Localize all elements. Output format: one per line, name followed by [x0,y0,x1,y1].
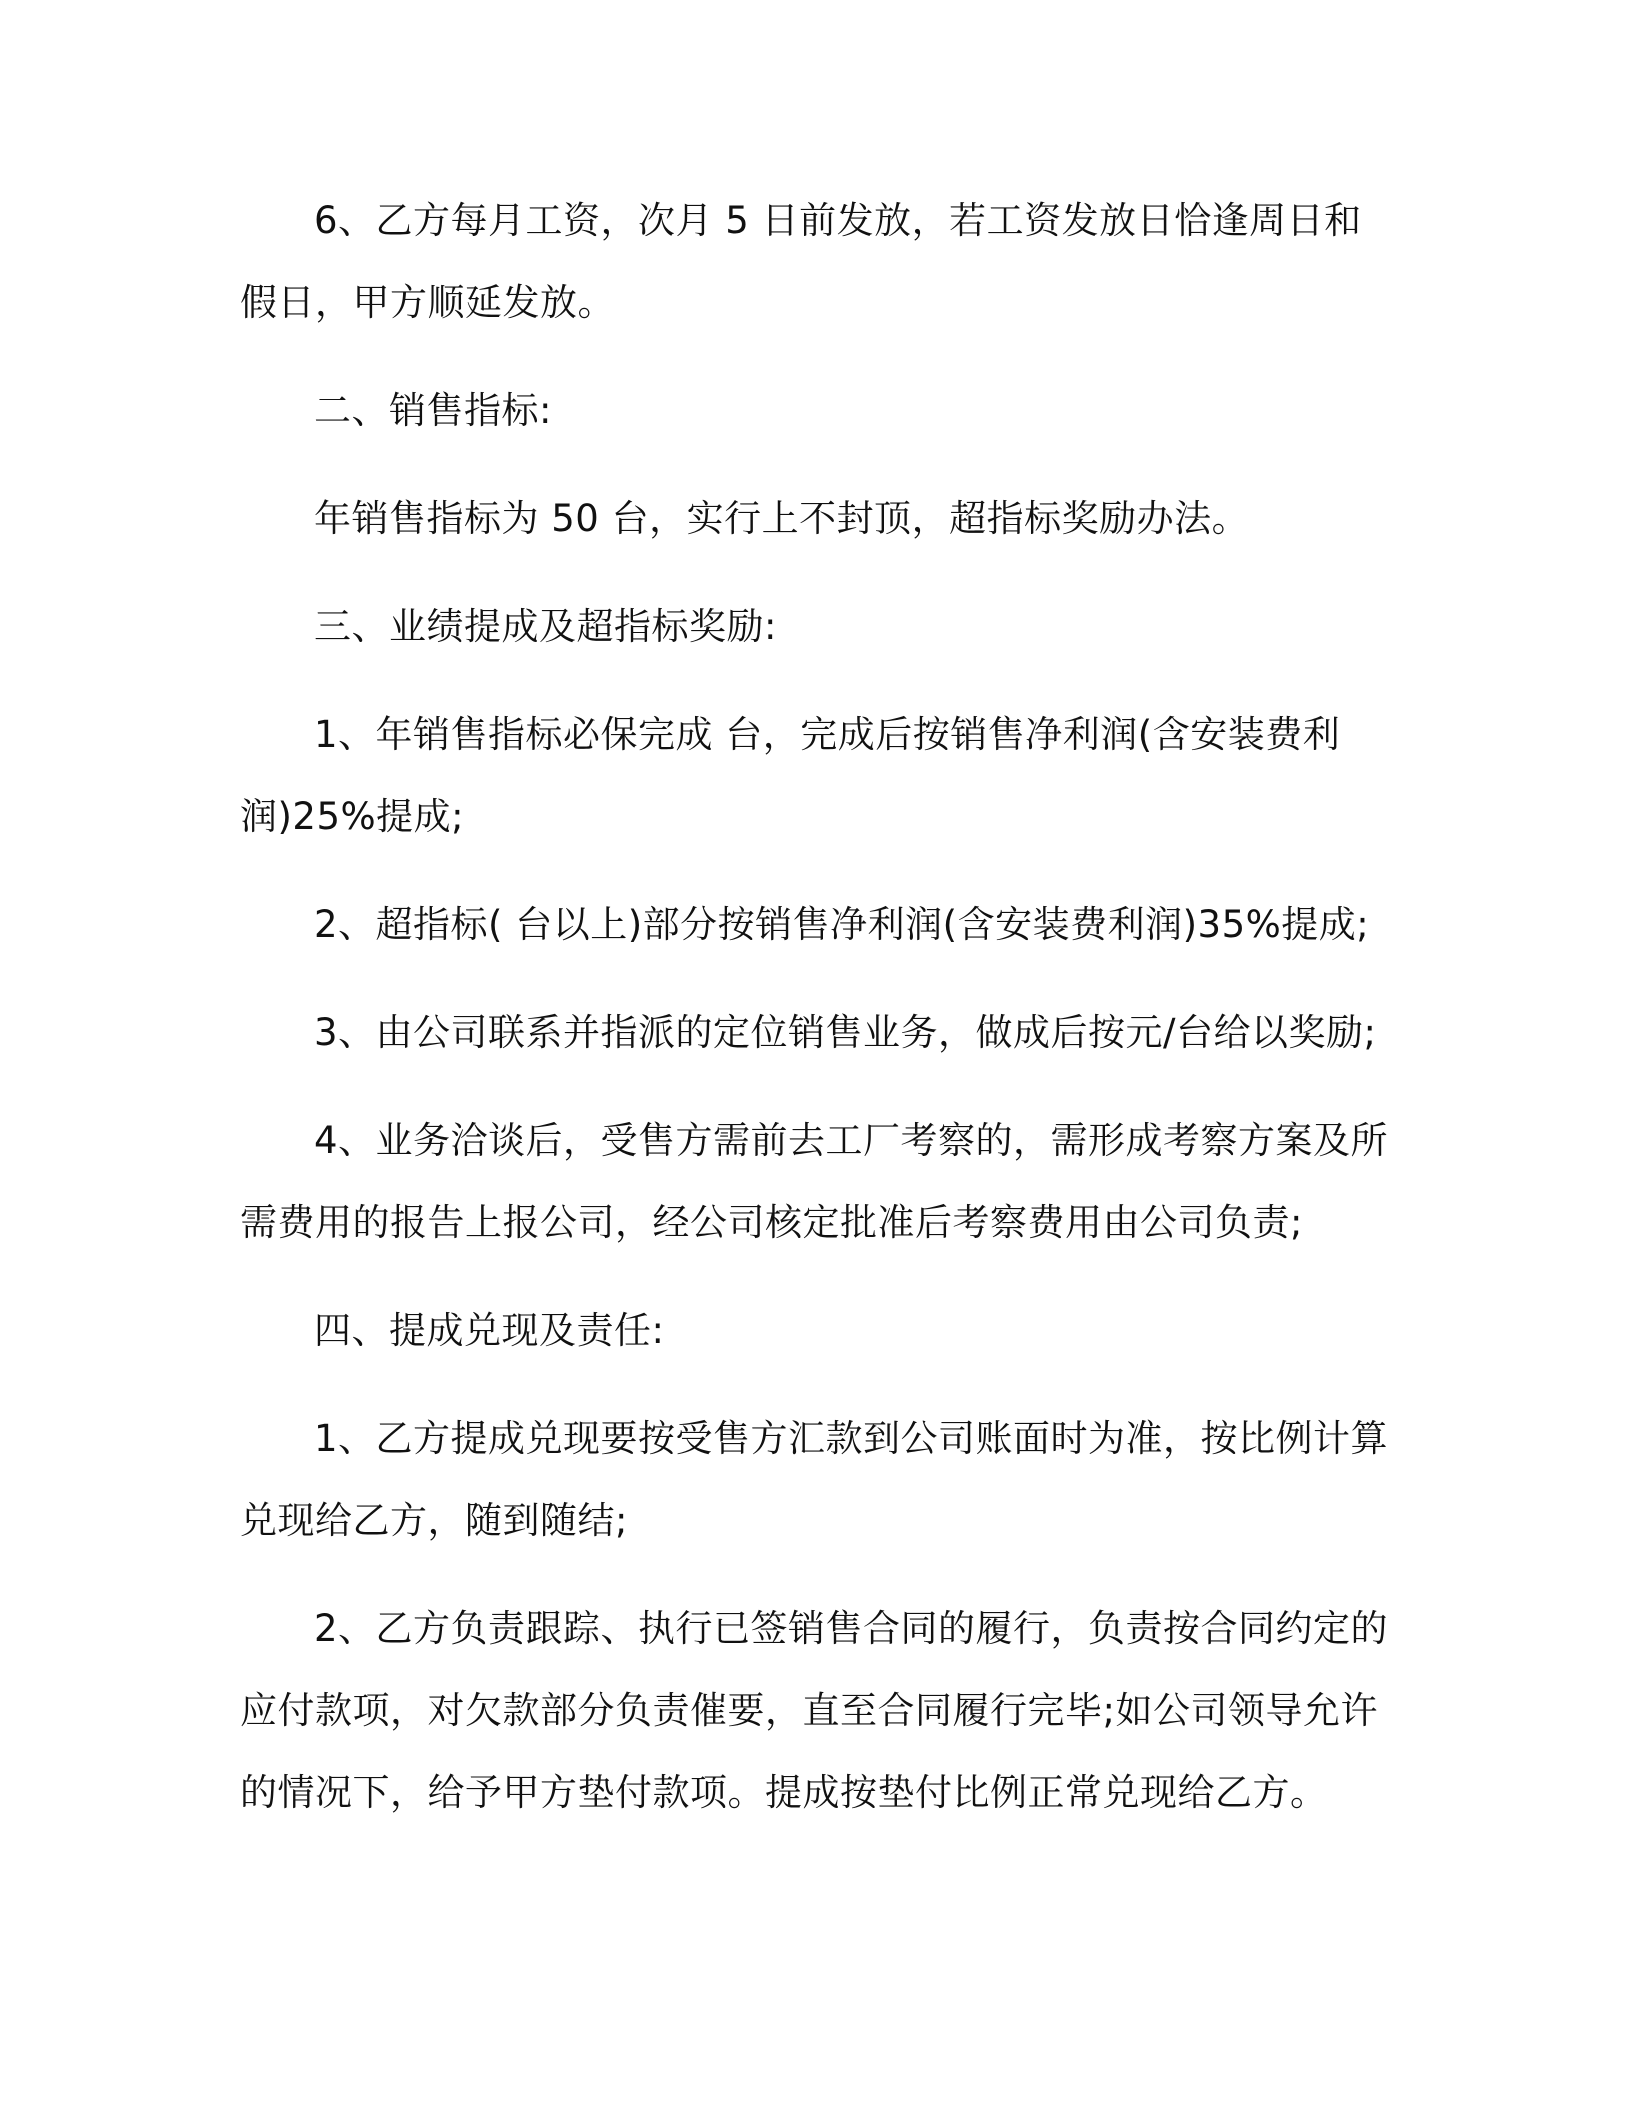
paragraph-payout-item-1: 1、乙方提成兑现要按受售方汇款到公司账面时为准，按比例计算兑现给乙方，随到随结; [240,1417,1389,1542]
paragraph-commission-item-1: 1、年销售指标必保完成 台，完成后按销售净利润(含安装费利润)25%提成; [240,713,1341,838]
heading-sales-target: 二、销售指标: [314,389,552,432]
paragraph-commission-item-2: 2、超指标( 台以上)部分按销售净利润(含安装费利润)35%提成; [314,903,1370,946]
paragraph-commission-item-4: 4、业务洽谈后，受售方需前去工厂考察的，需形成考察方案及所需费用的报告上报公司，经公司核定批准后考察费用由公司负责; [240,1119,1389,1244]
paragraph-payout-item-2: 2、乙方负责跟踪、执行已签销售合同的履行，负责按合同约定的应付款项，对欠款部分负责催要，直至合同履行完毕;如公司领导允许的情况下，给予甲方垫付款项。提成按垫付比例正常兑现给乙方。 [240,1607,1389,1814]
paragraph-salary-payment: 6、乙方每月工资，次月 5 日前发放，若工资发放日恰逢周日和假日，甲方顺延发放。 [240,199,1362,324]
heading-commission-payout: 四、提成兑现及责任: [314,1309,665,1352]
paragraph-annual-target: 年销售指标为 50 台，实行上不封顶，超指标奖励办法。 [314,497,1250,540]
document-body [240,180,1390,1860]
paragraph-commission-item-3: 3、由公司联系并指派的定位销售业务，做成后按元/台给以奖励; [314,1011,1377,1054]
heading-commission-bonus: 三、业绩提成及超指标奖励: [314,605,777,648]
